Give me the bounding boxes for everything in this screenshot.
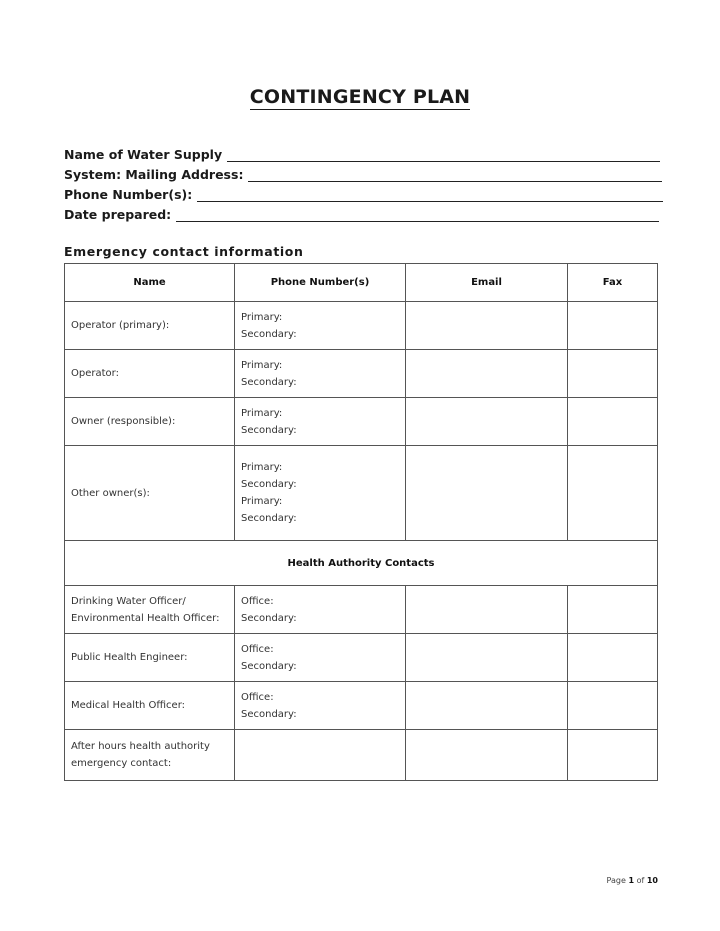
table-header-row bbox=[65, 264, 658, 302]
phone-label: Office: bbox=[241, 691, 274, 703]
table-row bbox=[65, 302, 658, 350]
contact-name-cell: Medical Health Officer: bbox=[65, 682, 235, 730]
phone-label: Secondary: bbox=[241, 708, 297, 720]
page-number bbox=[607, 876, 658, 885]
date-prepared-field bbox=[64, 207, 659, 222]
phone-numbers-field bbox=[64, 187, 663, 202]
email-cell[interactable] bbox=[406, 634, 568, 682]
fax-cell[interactable] bbox=[568, 446, 658, 541]
phone-label: Primary: bbox=[241, 462, 283, 473]
phone-label: Office: bbox=[241, 595, 274, 607]
phone-label: Primary: bbox=[241, 407, 283, 419]
water-supply-name-label: Name of Water Supply bbox=[64, 147, 223, 162]
table-row bbox=[65, 634, 658, 682]
phone-label: Primary: bbox=[241, 496, 283, 507]
health-authority-section-label: Health Authority Contacts bbox=[65, 541, 658, 586]
water-supply-name-line[interactable] bbox=[227, 149, 660, 162]
email-cell[interactable] bbox=[406, 302, 568, 350]
fax-cell[interactable] bbox=[568, 350, 658, 398]
phone-cell[interactable] bbox=[235, 586, 406, 634]
email-cell[interactable] bbox=[406, 682, 568, 730]
phone-label: Secondary: bbox=[241, 479, 297, 490]
header-email: Email bbox=[406, 264, 568, 302]
table-row bbox=[65, 730, 658, 781]
mailing-address-label: System: Mailing Address: bbox=[64, 167, 244, 182]
document-title bbox=[0, 86, 720, 108]
phone-label: Secondary: bbox=[241, 660, 297, 672]
of-word: of bbox=[636, 876, 645, 885]
contact-name-cell: Public Health Engineer: bbox=[65, 634, 235, 682]
contact-name-cell: Operator (primary): bbox=[65, 302, 235, 350]
table-row bbox=[65, 682, 658, 730]
phone-label: Primary: bbox=[241, 311, 283, 323]
page-current: 1 bbox=[628, 876, 635, 885]
email-cell[interactable] bbox=[406, 730, 568, 781]
mailing-address-line[interactable] bbox=[248, 169, 662, 182]
contact-name-cell: Operator: bbox=[65, 350, 235, 398]
contact-name-cell: Other owner(s): bbox=[65, 446, 235, 541]
contact-name-cell: After hours health authority emergency contact: bbox=[65, 730, 235, 781]
phone-label: Secondary: bbox=[241, 513, 297, 524]
fax-cell[interactable] bbox=[568, 302, 658, 350]
health-authority-section-row bbox=[65, 541, 658, 586]
phone-label: Secondary: bbox=[241, 424, 297, 436]
phone-label: Primary: bbox=[241, 359, 283, 371]
mailing-address-field bbox=[64, 167, 662, 182]
table-row bbox=[65, 350, 658, 398]
phone-cell[interactable] bbox=[235, 350, 406, 398]
phone-numbers-label: Phone Number(s): bbox=[64, 187, 193, 202]
date-prepared-label: Date prepared: bbox=[64, 207, 172, 222]
contact-name-cell: Owner (responsible): bbox=[65, 398, 235, 446]
fax-cell[interactable] bbox=[568, 398, 658, 446]
table-row bbox=[65, 586, 658, 634]
email-cell[interactable] bbox=[406, 446, 568, 541]
document-title-text: CONTINGENCY PLAN bbox=[249, 86, 471, 108]
phone-label: Secondary: bbox=[241, 328, 297, 340]
header-name: Name bbox=[65, 264, 235, 302]
phone-cell[interactable] bbox=[235, 398, 406, 446]
header-phone: Phone Number(s) bbox=[235, 264, 406, 302]
email-cell[interactable] bbox=[406, 398, 568, 446]
email-cell[interactable] bbox=[406, 586, 568, 634]
phone-cell[interactable] bbox=[235, 730, 406, 781]
phone-label: Office: bbox=[241, 643, 274, 655]
page-total: 10 bbox=[646, 876, 658, 885]
page-word: Page bbox=[606, 876, 626, 885]
phone-numbers-line[interactable] bbox=[197, 189, 663, 202]
phone-label: Secondary: bbox=[241, 376, 297, 388]
email-cell[interactable] bbox=[406, 350, 568, 398]
fax-cell[interactable] bbox=[568, 730, 658, 781]
phone-cell[interactable] bbox=[235, 302, 406, 350]
fax-cell[interactable] bbox=[568, 682, 658, 730]
table-row bbox=[65, 446, 658, 541]
header-fax: Fax bbox=[568, 264, 658, 302]
phone-cell[interactable] bbox=[235, 446, 406, 541]
contact-name-cell: Drinking Water Officer/ Environmental Health Officer: bbox=[65, 586, 235, 634]
fax-cell[interactable] bbox=[568, 634, 658, 682]
phone-cell[interactable] bbox=[235, 682, 406, 730]
fax-cell[interactable] bbox=[568, 586, 658, 634]
water-supply-name-field bbox=[64, 147, 660, 162]
phone-label: Secondary: bbox=[241, 612, 297, 624]
date-prepared-line[interactable] bbox=[176, 209, 659, 222]
phone-cell[interactable] bbox=[235, 634, 406, 682]
emergency-contact-heading: Emergency contact information bbox=[64, 244, 304, 259]
table-row bbox=[65, 398, 658, 446]
emergency-contact-table bbox=[64, 263, 658, 781]
